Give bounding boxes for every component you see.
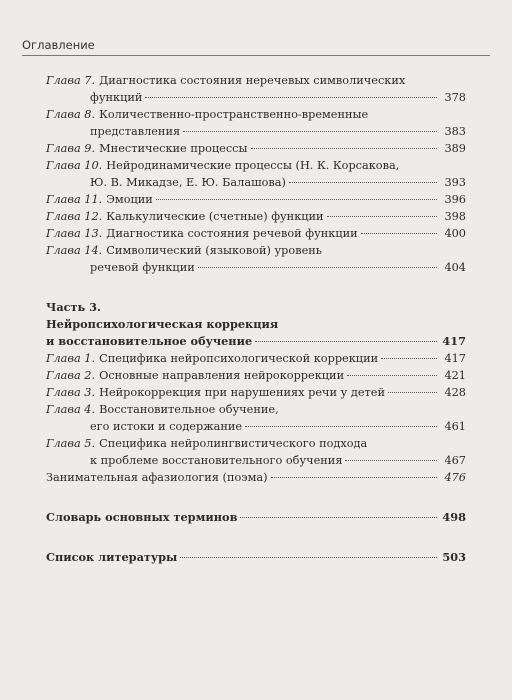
chapter-title: функций — [90, 91, 143, 104]
dot-leader — [271, 477, 437, 478]
chapter-title: Символический (языковой) уровень — [106, 244, 322, 257]
toc-line — [46, 452, 466, 469]
page-number: 461 — [444, 420, 466, 433]
table-of-contents — [46, 72, 466, 566]
chapter-number: Глава 7. — [46, 74, 96, 87]
chapter-number: Глава 14. — [46, 244, 103, 257]
dot-leader — [183, 131, 437, 132]
toc-line — [46, 72, 466, 89]
toc-line — [46, 89, 466, 106]
chapter-title: Основные направления нейрокоррекции — [99, 369, 345, 382]
toc-line — [46, 225, 466, 242]
toc-entry — [46, 225, 466, 242]
part3-page: 417 — [442, 334, 466, 348]
dot-leader — [156, 199, 437, 200]
chapter-title: Эмоции — [106, 193, 153, 206]
toc-line — [46, 191, 466, 208]
toc-line — [46, 418, 466, 435]
dot-leader — [289, 182, 437, 183]
chapter-title: Мнестические процессы — [99, 142, 248, 155]
toc-entry — [46, 208, 466, 225]
running-title: Оглавление — [22, 38, 95, 52]
page-number: 404 — [444, 261, 466, 274]
chapter-title: Нейродинамические процессы (Н. К. Корсакова, — [106, 159, 400, 172]
toc-line — [46, 435, 466, 452]
dot-leader — [251, 148, 438, 149]
part3-label: Часть 3. — [46, 300, 101, 314]
part3-title-row — [46, 333, 466, 350]
chapter-list-part3 — [46, 350, 466, 469]
dot-leader — [327, 216, 437, 217]
chapter-number: Глава 1. — [46, 352, 96, 365]
chapter-number: Глава 12. — [46, 210, 103, 223]
chapter-number: Глава 9. — [46, 142, 96, 155]
toc-entry — [46, 157, 466, 191]
toc-entry — [46, 140, 466, 157]
part3-heading — [46, 299, 466, 350]
chapter-title: Специфика нейропсихологической коррекции — [99, 352, 379, 365]
chapter-title: речевой функции — [90, 261, 195, 274]
toc-line — [46, 242, 466, 259]
toc-line — [46, 140, 466, 157]
glossary-title: Словарь основных терминов — [46, 510, 238, 524]
dot-leader — [347, 375, 437, 376]
page-number: 467 — [444, 454, 466, 467]
chapter-number: Глава 3. — [46, 386, 96, 399]
toc-line — [46, 367, 466, 384]
dot-leader — [245, 426, 437, 427]
toc-entry — [46, 106, 466, 140]
toc-entry — [46, 367, 466, 384]
chapter-title: Диагностика состояния речевой функции — [106, 227, 358, 240]
chapter-title: Количественно-пространственно-временные — [99, 108, 369, 121]
toc-entry — [46, 435, 466, 469]
dot-leader — [388, 392, 437, 393]
page-number: 383 — [444, 125, 466, 138]
part3-title-line1: Нейропсихологическая коррекция — [46, 317, 279, 331]
chapter-title: Специфика нейролингвистического подхода — [99, 437, 368, 450]
toc-entry — [46, 242, 466, 276]
page-number: 428 — [444, 386, 466, 399]
references-title: Список литературы — [46, 550, 178, 564]
toc-entry — [46, 72, 466, 106]
chapter-title: Калькулические (счетные) функции — [106, 210, 324, 223]
poem-page: 476 — [444, 471, 466, 484]
toc-line — [46, 384, 466, 401]
references-entry — [46, 549, 466, 566]
page-number: 393 — [444, 176, 466, 189]
header-rule — [22, 55, 490, 56]
dot-leader — [180, 557, 437, 558]
glossary-entry — [46, 509, 466, 526]
poem-title: Занимательная афазиология (поэма) — [46, 471, 268, 484]
page-number: 389 — [444, 142, 466, 155]
chapter-title: Ю. В. Микадзе, Е. Ю. Балашова) — [90, 176, 286, 189]
dot-leader — [345, 460, 437, 461]
toc-line — [46, 259, 466, 276]
chapter-number: Глава 5. — [46, 437, 96, 450]
page-number: 396 — [444, 193, 466, 206]
page-number: 417 — [444, 352, 466, 365]
toc-entry — [46, 191, 466, 208]
chapter-title: Восстановительное обучение, — [99, 403, 279, 416]
glossary-page: 498 — [442, 510, 466, 524]
chapter-list-part2 — [46, 72, 466, 276]
toc-line — [46, 174, 466, 191]
dot-leader — [240, 517, 437, 518]
toc-line — [46, 208, 466, 225]
references-page: 503 — [442, 550, 466, 564]
page-number: 421 — [444, 369, 466, 382]
toc-entry — [46, 350, 466, 367]
page-number: 400 — [444, 227, 466, 240]
part3-title-line2: и восстановительное обучение — [46, 334, 253, 348]
dot-leader — [361, 233, 437, 234]
toc-line — [46, 157, 466, 174]
toc-line — [46, 106, 466, 123]
chapter-number: Глава 2. — [46, 369, 96, 382]
dot-leader — [255, 341, 437, 342]
chapter-title: Нейрокоррекция при нарушениях речи у детей — [99, 386, 385, 399]
page-number: 398 — [444, 210, 466, 223]
chapter-number: Глава 13. — [46, 227, 103, 240]
dot-leader — [145, 97, 437, 98]
toc-line — [46, 401, 466, 418]
page-number: 378 — [444, 91, 466, 104]
chapter-number: Глава 10. — [46, 159, 103, 172]
chapter-title: Диагностика состояния неречевых символических — [99, 74, 406, 87]
dot-leader — [381, 358, 437, 359]
toc-entry — [46, 384, 466, 401]
chapter-number: Глава 11. — [46, 193, 103, 206]
chapter-title: представления — [90, 125, 181, 138]
toc-line — [46, 123, 466, 140]
toc-entry — [46, 401, 466, 435]
chapter-title: к проблеме восстановительного обучения — [90, 454, 343, 467]
dot-leader — [198, 267, 437, 268]
poem-entry — [46, 469, 466, 486]
toc-line — [46, 350, 466, 367]
chapter-number: Глава 4. — [46, 403, 96, 416]
chapter-number: Глава 8. — [46, 108, 96, 121]
chapter-title: его истоки и содержание — [90, 420, 243, 433]
